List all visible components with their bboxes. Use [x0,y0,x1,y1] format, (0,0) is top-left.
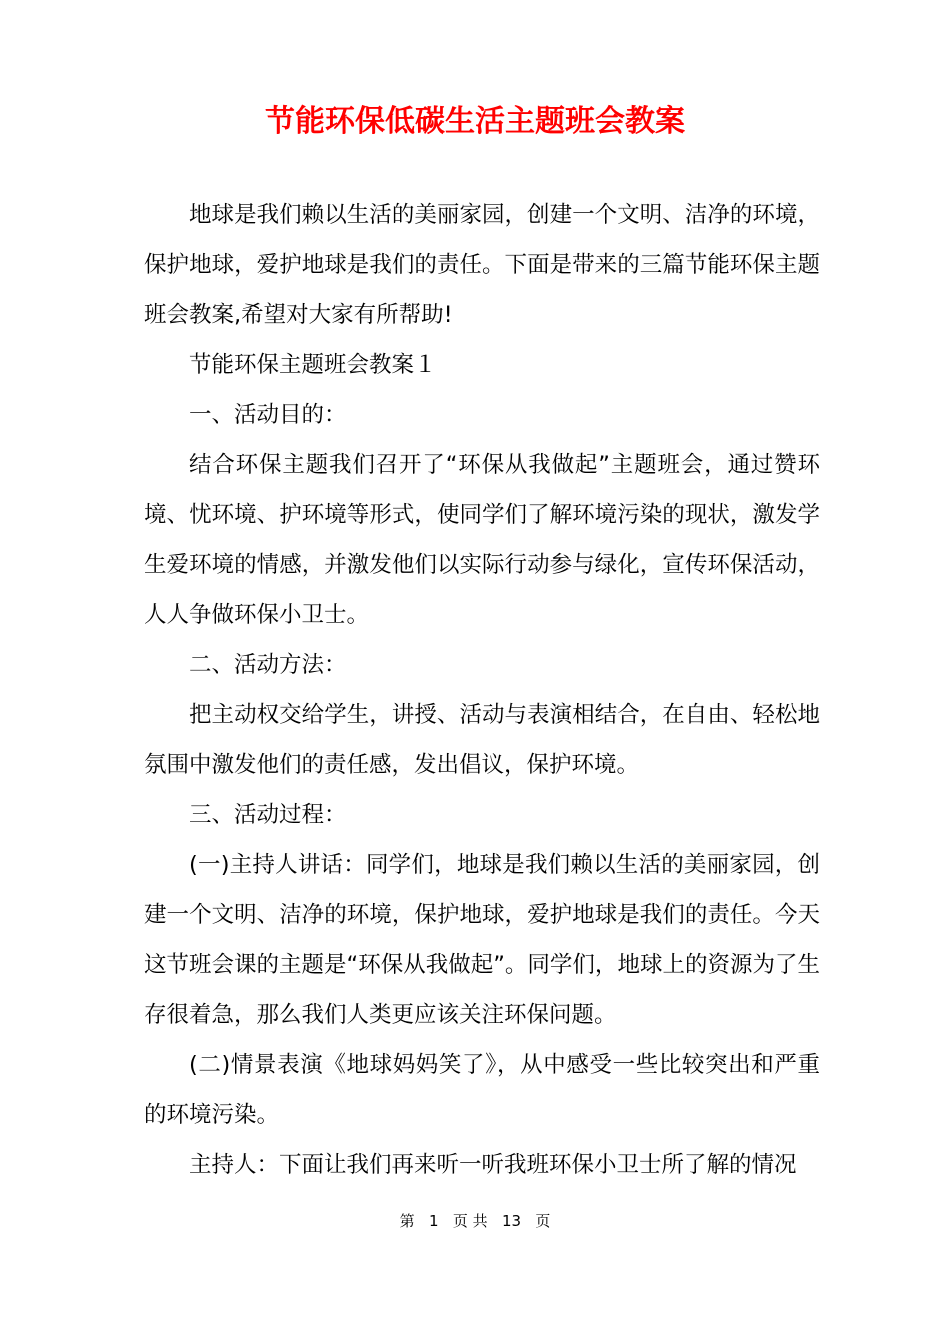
section-heading-lesson-1: 节能环保主题班会教案１ [189,352,437,378]
heading-activity-purpose: 一、活动目的： [189,402,347,428]
paragraph-activity-method: 把主动权交给学生，讲授、活动与表演相结合，在自由、轻松地氛围中激发他们的责任感，发出倡议，保护环境。 [144,702,820,778]
paragraph-host-intro: 主持人：下面让我们再来听一听我班环保小卫士所了解的情况 [189,1152,797,1178]
document-title: 节能环保低碳生活主题班会教案 [265,104,685,139]
footer-middle: 页 共 [452,1212,488,1230]
footer-page-number: 1 [428,1212,439,1230]
footer-suffix: 页 [535,1212,551,1230]
paragraph-intro: 地球是我们赖以生活的美丽家园，创建一个文明、洁净的环境，保护地球，爱护地球是我们的责任。下面是带来的三篇节能环保主题班会教案,希望对大家有所帮助! [144,202,820,328]
document-body [144,190,820,1190]
heading-activity-process: 三、活动过程： [189,802,347,828]
paragraph-activity-purpose: 结合环保主题我们召开了“环保从我做起”主题班会，通过赞环境、忧环境、护环境等形式，使同学们了解环境污染的现状，激发学生爱环境的情感，并激发他们以实际行动参与绿化，宣传环保活动，人人争做环保小卫士。 [144,452,820,628]
paragraph-skit: (二)情景表演《地球妈妈笑了》，从中感受一些比较突出和严重的环境污染。 [144,1052,820,1128]
page-footer [0,1210,950,1232]
footer-total-pages: 13 [501,1212,522,1230]
heading-activity-method: 二、活动方法： [189,652,347,678]
footer-prefix: 第 [399,1212,415,1230]
paragraph-host-speech: (一)主持人讲话：同学们，地球是我们赖以生活的美丽家园，创建一个文明、洁净的环境，保护地球，爱护地球是我们的责任。今天这节班会课的主题是“环保从我做起”。同学们，地球上的资源为了生存很着急，那么我们人类更应该关注环保问题。 [144,852,820,1028]
